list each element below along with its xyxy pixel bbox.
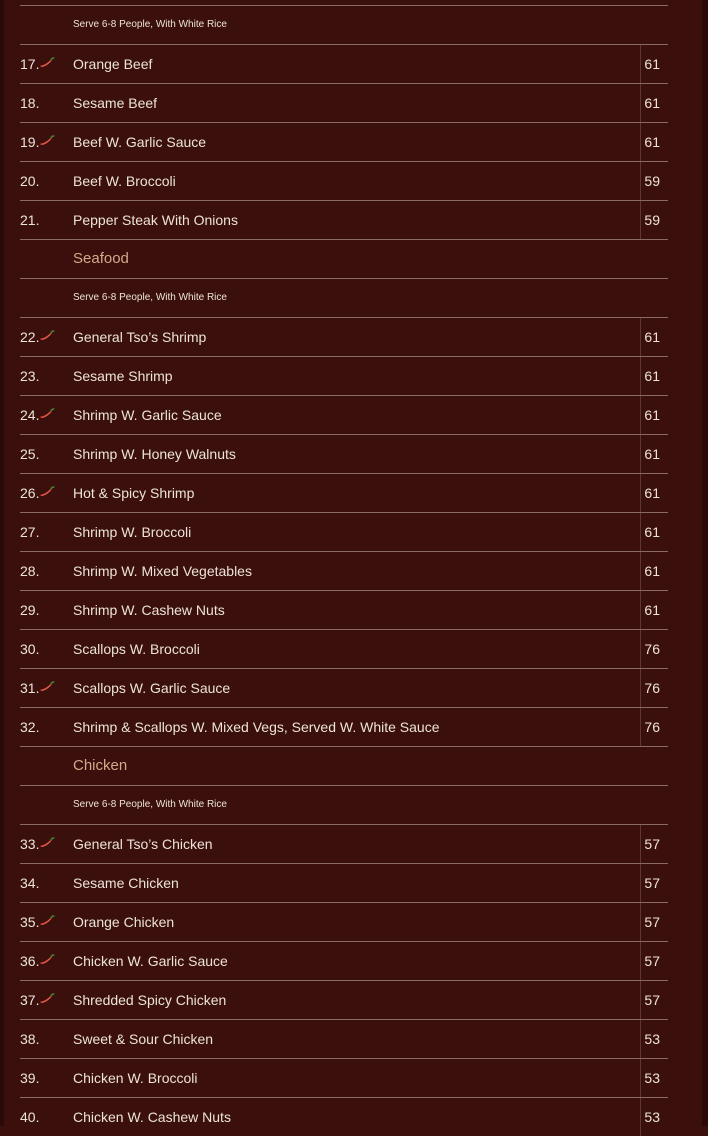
serving-note: Serve 6-8 People, With White Rice	[73, 292, 227, 303]
price-divider	[640, 864, 641, 902]
item-name: Hot & Spicy Shrimp	[73, 485, 195, 501]
item-number: 27.	[20, 524, 40, 540]
price-divider	[640, 123, 641, 161]
item-number: 18.	[20, 95, 40, 111]
menu-item-row	[20, 551, 668, 590]
chili-pepper-icon	[38, 330, 55, 342]
item-name: Scallops W. Broccoli	[73, 641, 200, 657]
serving-note-row	[20, 785, 668, 824]
item-price: 59	[644, 173, 660, 189]
item-name: Shredded Spicy Chicken	[73, 992, 227, 1008]
chili-pepper-icon	[38, 837, 55, 849]
page-right-edge	[702, 0, 708, 1126]
chili-pepper-icon	[38, 954, 55, 966]
item-name: Shrimp W. Cashew Nuts	[73, 602, 225, 618]
price-divider	[640, 1098, 641, 1136]
item-price: 61	[644, 329, 660, 345]
item-number: 37.	[20, 992, 40, 1008]
price-divider	[640, 396, 641, 434]
chili-pepper-icon	[38, 408, 55, 420]
item-number: 30.	[20, 641, 40, 657]
category-header-row	[20, 746, 668, 785]
item-price: 57	[644, 836, 660, 852]
chili-pepper-icon	[38, 915, 55, 927]
item-price: 61	[644, 95, 660, 111]
menu-item-row	[20, 356, 668, 395]
menu-item-row	[20, 668, 668, 707]
price-divider	[640, 981, 641, 1019]
menu-item-row	[20, 902, 668, 941]
price-divider	[640, 474, 641, 512]
item-name: Shrimp W. Honey Walnuts	[73, 446, 236, 462]
category-header-row	[20, 239, 668, 278]
item-number: 19.	[20, 134, 40, 150]
serving-note-row	[20, 5, 668, 44]
item-name: General Tso’s Chicken	[73, 836, 213, 852]
item-number: 20.	[20, 173, 40, 189]
menu-item-row	[20, 512, 668, 551]
chili-pepper-icon	[38, 486, 55, 498]
item-name: Shrimp W. Broccoli	[73, 524, 192, 540]
item-number: 39.	[20, 1070, 40, 1086]
chili-pepper-icon	[38, 57, 55, 69]
price-divider	[640, 84, 641, 122]
item-price: 61	[644, 134, 660, 150]
serving-note: Serve 6-8 People, With White Rice	[73, 799, 227, 810]
item-number: 25.	[20, 446, 40, 462]
category-title: Chicken	[73, 757, 128, 774]
item-number: 29.	[20, 602, 40, 618]
price-divider	[640, 357, 641, 395]
menu-item-row	[20, 83, 668, 122]
price-divider	[640, 669, 641, 707]
item-name: Sesame Shrimp	[73, 368, 173, 384]
serving-note: Serve 6-8 People, With White Rice	[73, 19, 227, 30]
menu-item-row	[20, 980, 668, 1019]
item-price: 57	[644, 953, 660, 969]
item-number: 32.	[20, 719, 40, 735]
price-divider	[640, 513, 641, 551]
item-price: 57	[644, 875, 660, 891]
price-divider	[640, 1059, 641, 1097]
item-price: 57	[644, 992, 660, 1008]
page-left-edge	[0, 0, 4, 1126]
item-name: Shrimp W. Garlic Sauce	[73, 407, 222, 423]
item-number: 28.	[20, 563, 40, 579]
menu-item-row	[20, 1019, 668, 1058]
item-name: Sesame Beef	[73, 95, 158, 111]
price-divider	[640, 162, 641, 200]
serving-note-row	[20, 278, 668, 317]
item-number: 36.	[20, 953, 40, 969]
item-price: 61	[644, 368, 660, 384]
chili-pepper-icon	[38, 993, 55, 1005]
price-divider	[640, 942, 641, 980]
item-number: 40.	[20, 1109, 40, 1125]
menu-item-row	[20, 1058, 668, 1097]
price-divider	[640, 630, 641, 668]
chili-pepper-icon	[38, 135, 55, 147]
price-divider	[640, 435, 641, 473]
item-price: 76	[644, 719, 660, 735]
item-price: 53	[644, 1031, 660, 1047]
menu-item-row	[20, 707, 668, 746]
price-divider	[640, 1020, 641, 1058]
item-price: 61	[644, 602, 660, 618]
item-number: 38.	[20, 1031, 40, 1047]
item-number: 17.	[20, 56, 40, 72]
menu-item-row	[20, 824, 668, 863]
price-divider	[640, 318, 641, 356]
item-name: Chicken W. Cashew Nuts	[73, 1109, 231, 1125]
item-name: Scallops W. Garlic Sauce	[73, 680, 231, 696]
item-name: Pepper Steak With Onions	[73, 212, 238, 228]
item-number: 24.	[20, 407, 40, 423]
menu-item-row	[20, 44, 668, 83]
menu-item-row	[20, 590, 668, 629]
price-divider	[640, 708, 641, 746]
price-divider	[640, 552, 641, 590]
item-name: General Tso’s Shrimp	[73, 329, 207, 345]
item-number: 21.	[20, 212, 40, 228]
category-title: Seafood	[73, 250, 129, 267]
item-price: 76	[644, 641, 660, 657]
item-price: 53	[644, 1109, 660, 1125]
menu-list	[20, 5, 668, 1136]
item-number: 22.	[20, 329, 40, 345]
item-price: 53	[644, 1070, 660, 1086]
menu-item-row	[20, 317, 668, 356]
menu-item-row	[20, 1097, 668, 1136]
item-number: 34.	[20, 875, 40, 891]
price-divider	[640, 201, 641, 239]
item-price: 59	[644, 212, 660, 228]
item-number: 23.	[20, 368, 40, 384]
price-divider	[640, 591, 641, 629]
menu-item-row	[20, 941, 668, 980]
item-price: 61	[644, 524, 660, 540]
item-name: Sesame Chicken	[73, 875, 179, 891]
price-divider	[640, 903, 641, 941]
item-number: 26.	[20, 485, 40, 501]
item-price: 61	[644, 56, 660, 72]
item-name: Chicken W. Broccoli	[73, 1070, 198, 1086]
item-number: 31.	[20, 680, 40, 696]
item-name: Shrimp & Scallops W. Mixed Vegs, Served W. White Sauce	[73, 719, 440, 735]
menu-item-row	[20, 395, 668, 434]
item-price: 61	[644, 446, 660, 462]
price-divider	[640, 45, 641, 83]
item-price: 57	[644, 914, 660, 930]
item-name: Shrimp W. Mixed Vegetables	[73, 563, 252, 579]
item-price: 61	[644, 485, 660, 501]
item-name: Sweet & Sour Chicken	[73, 1031, 214, 1047]
item-name: Chicken W. Garlic Sauce	[73, 953, 228, 969]
item-number: 35.	[20, 914, 40, 930]
item-price: 61	[644, 563, 660, 579]
item-number: 33.	[20, 836, 40, 852]
menu-item-row	[20, 200, 668, 239]
item-price: 76	[644, 680, 660, 696]
price-divider	[640, 825, 641, 863]
item-name: Orange Beef	[73, 56, 153, 72]
item-name: Orange Chicken	[73, 914, 175, 930]
menu-item-row	[20, 629, 668, 668]
chili-pepper-icon	[38, 681, 55, 693]
item-name: Beef W. Garlic Sauce	[73, 134, 207, 150]
menu-item-row	[20, 122, 668, 161]
menu-item-row	[20, 161, 668, 200]
menu-item-row	[20, 473, 668, 512]
menu-item-row	[20, 863, 668, 902]
item-name: Beef W. Broccoli	[73, 173, 176, 189]
menu-item-row	[20, 434, 668, 473]
item-price: 61	[644, 407, 660, 423]
